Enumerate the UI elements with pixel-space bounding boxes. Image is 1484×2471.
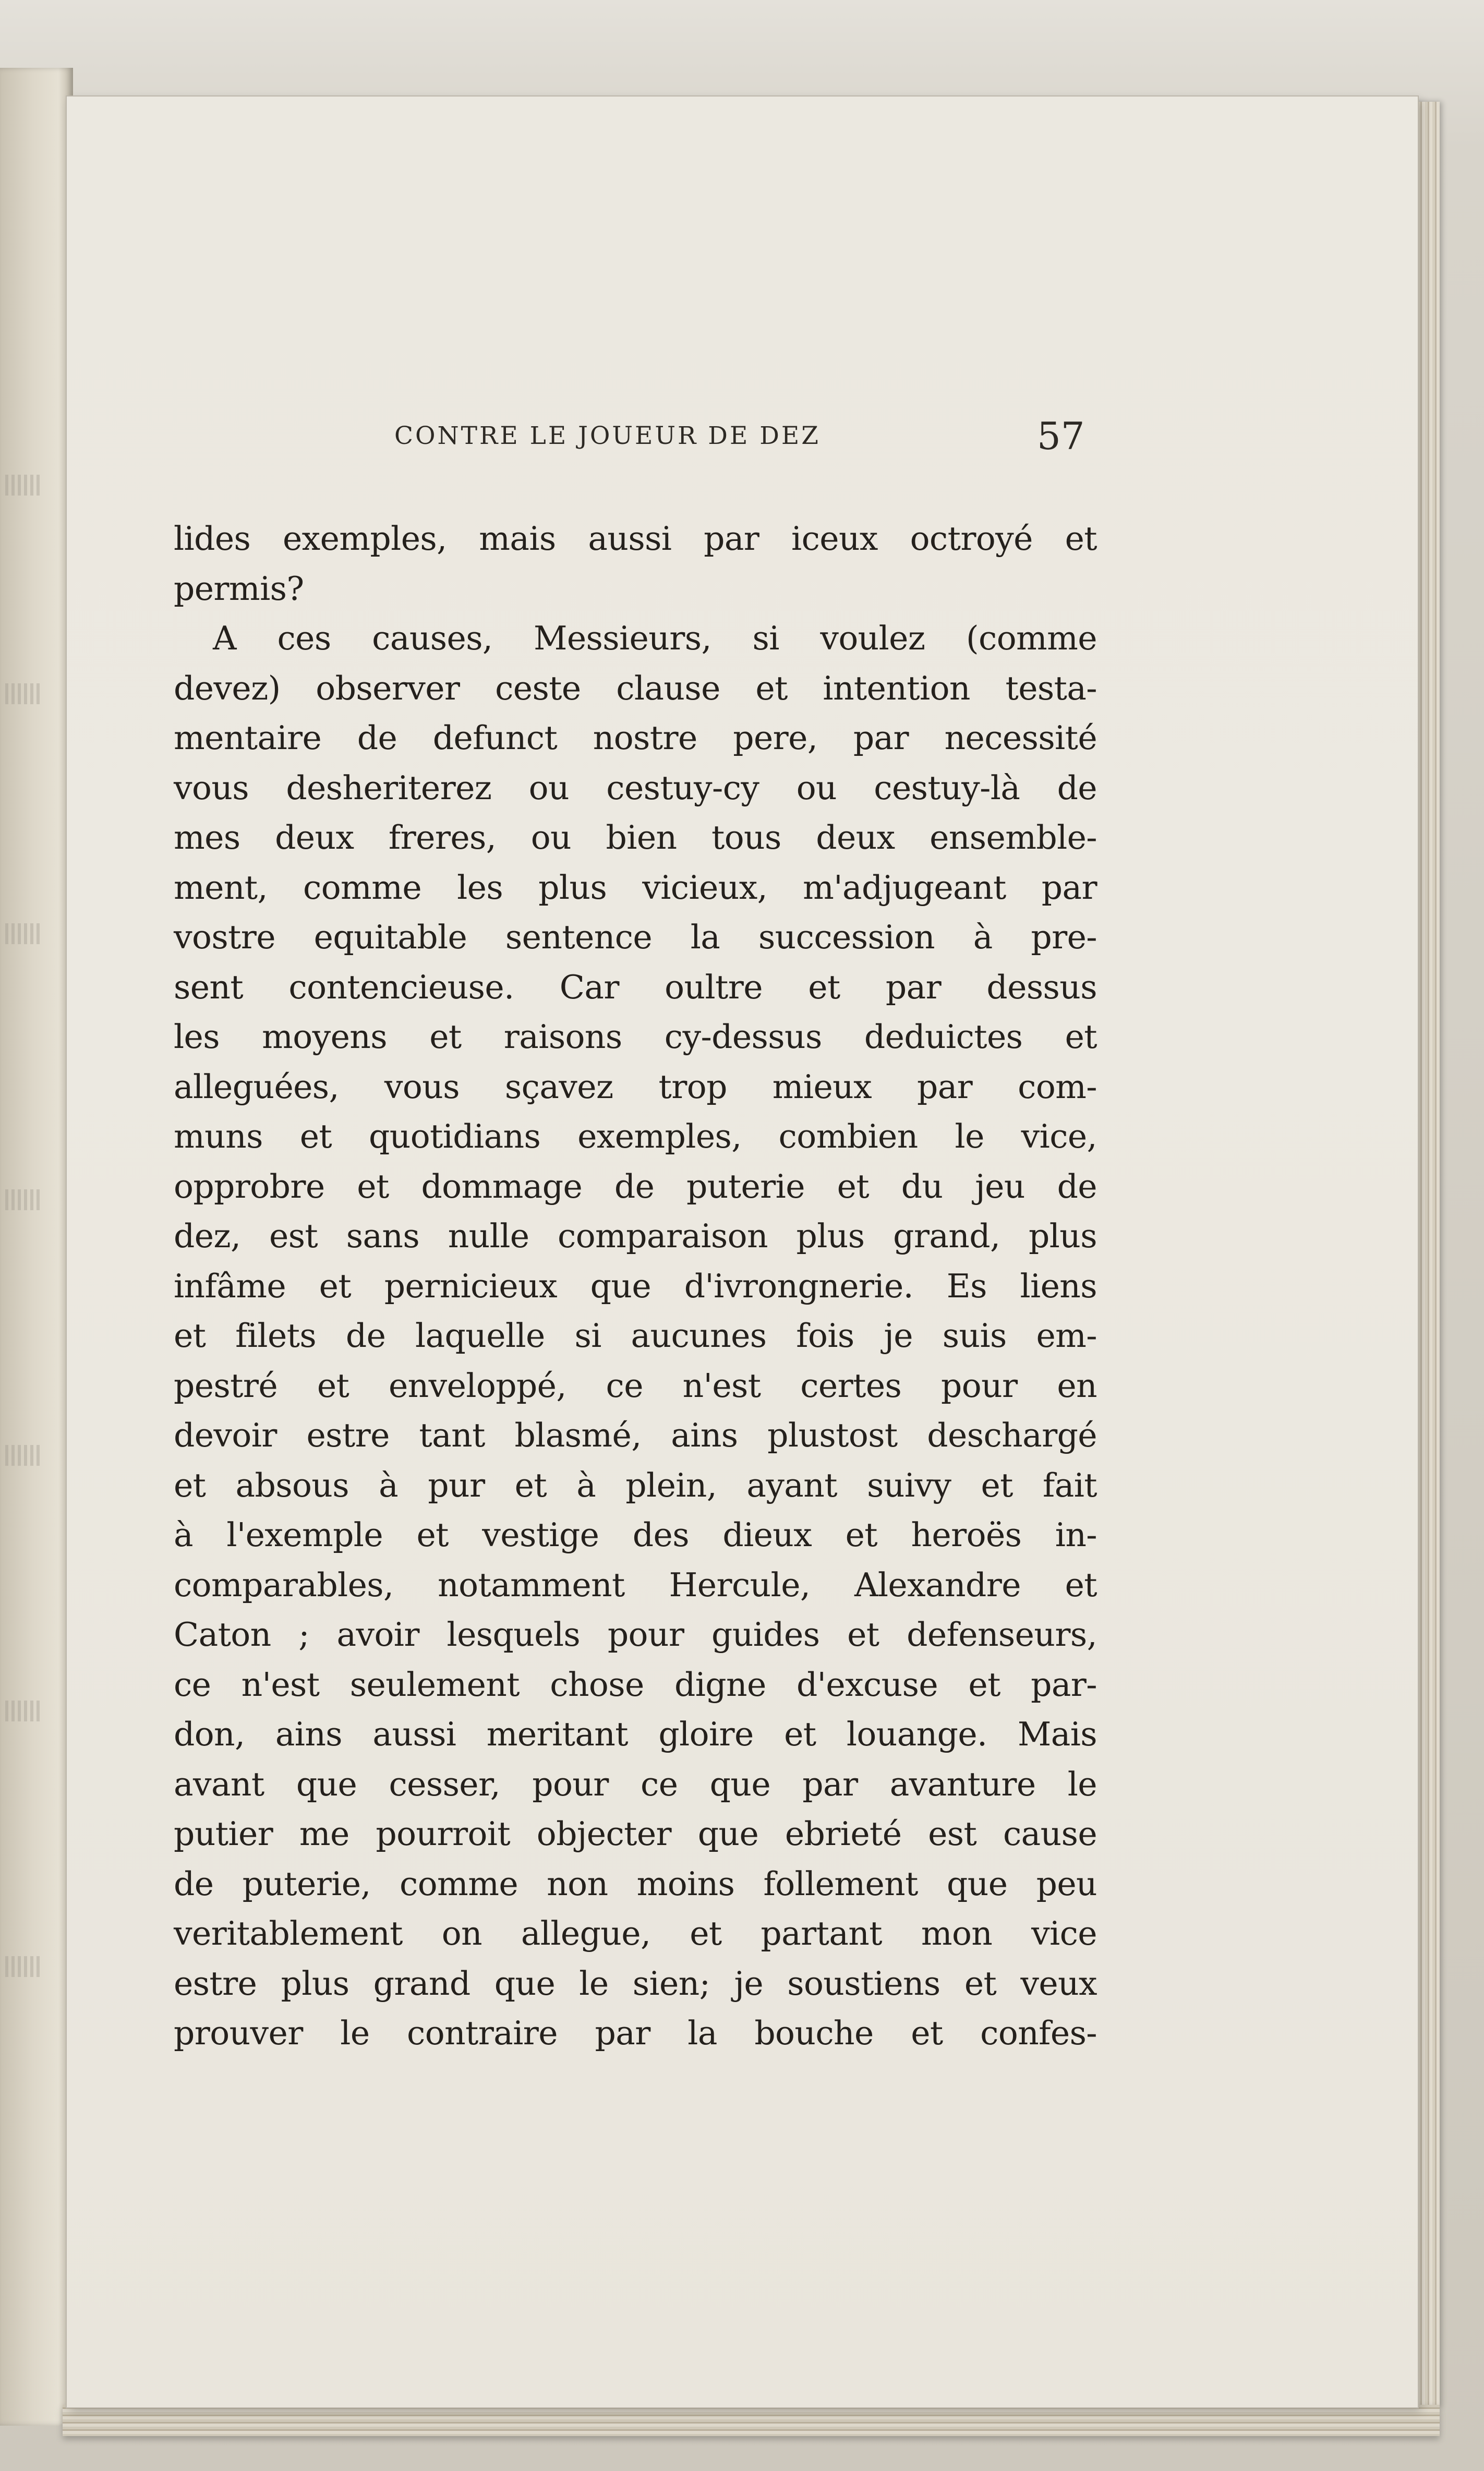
- text-line: muns et quotidians exemples, combien le vice,: [174, 1117, 1097, 1155]
- show-through-mark: [5, 1956, 42, 1977]
- page-stack-bottom-edge: [63, 2405, 1440, 2436]
- text-line: mentaire de defunct nostre pere, par necessité: [174, 719, 1097, 757]
- text-line: comparables, notamment Hercule, Alexandre et: [174, 1565, 1097, 1604]
- page-number: 57: [1037, 414, 1085, 458]
- show-through-mark: [5, 475, 42, 496]
- text-line: et filets de laquelle si aucunes fois je suis em-: [174, 1317, 1097, 1355]
- show-through-mark: [5, 1189, 42, 1210]
- text-line: de puterie, comme non moins follement que peu: [174, 1864, 1097, 1903]
- previous-page-edge: [0, 68, 73, 2426]
- text-line: putier me pourroit objecter que ebrieté est cause: [174, 1815, 1097, 1853]
- text-line: avant que cesser, pour ce que par avanture le: [174, 1765, 1097, 1803]
- text-line: lides exemples, mais aussi par iceux octroyé et: [174, 520, 1097, 558]
- text-line: sent contencieuse. Car oultre et par dessus: [174, 968, 1097, 1006]
- text-line: opprobre et dommage de puterie et du jeu de: [174, 1167, 1097, 1206]
- text-line: dez, est sans nulle comparaison plus grand, plus: [174, 1217, 1097, 1255]
- text-line: Caton ; avoir lesquels pour guides et defenseurs,: [174, 1616, 1097, 1654]
- text-line: ce n'est seulement chose digne d'excuse et par-: [174, 1665, 1097, 1704]
- text-line: don, ains aussi meritant gloire et louange. Mais: [174, 1715, 1097, 1753]
- text-line: A ces causes, Messieurs, si voulez (comme: [213, 619, 1097, 657]
- text-line: devoir estre tant blasmé, ains plustost deschargé: [174, 1416, 1097, 1454]
- text-line: devez) observer ceste clause et intention testa-: [174, 669, 1097, 707]
- book-page: [67, 97, 1418, 2407]
- text-line: infâme et pernicieux que d'ivrongnerie. Es liens: [174, 1267, 1097, 1305]
- text-line: pestré et enveloppé, ce n'est certes pour en: [174, 1366, 1097, 1405]
- show-through-mark: [5, 923, 42, 944]
- text-line: alleguées, vous sçavez trop mieux par com-: [174, 1067, 1097, 1106]
- show-through-mark: [5, 1445, 42, 1466]
- show-through-mark: [5, 683, 42, 704]
- text-line: prouver le contraire par la bouche et confes-: [174, 2014, 1097, 2052]
- text-line: vous desheriterez ou cestuy-cy ou cestuy-là de: [174, 768, 1097, 807]
- text-line: veritablement on allegue, et partant mon vice: [174, 1914, 1097, 1952]
- text-line: à l'exemple et vestige des dieux et heroës in-: [174, 1516, 1097, 1554]
- show-through-mark: [5, 1701, 42, 1721]
- text-line: estre plus grand que le sien; je soustiens et veux: [174, 1964, 1097, 2003]
- body-text: [174, 514, 1097, 2058]
- text-line: ment, comme les plus vicieux, m'adjugeant par: [174, 868, 1097, 907]
- text-line: et absous à pur et à plein, ayant suivy et fait: [174, 1466, 1097, 1504]
- text-line: vostre equitable sentence la succession à pre-: [174, 918, 1097, 956]
- page-header: [67, 414, 1418, 459]
- text-line: les moyens et raisons cy-dessus deduictes et: [174, 1018, 1097, 1056]
- running-title: CONTRE LE JOUEUR DE DEZ: [394, 421, 821, 450]
- text-line: permis?: [174, 569, 304, 608]
- text-line: mes deux freres, ou bien tous deux ensemble-: [174, 818, 1097, 857]
